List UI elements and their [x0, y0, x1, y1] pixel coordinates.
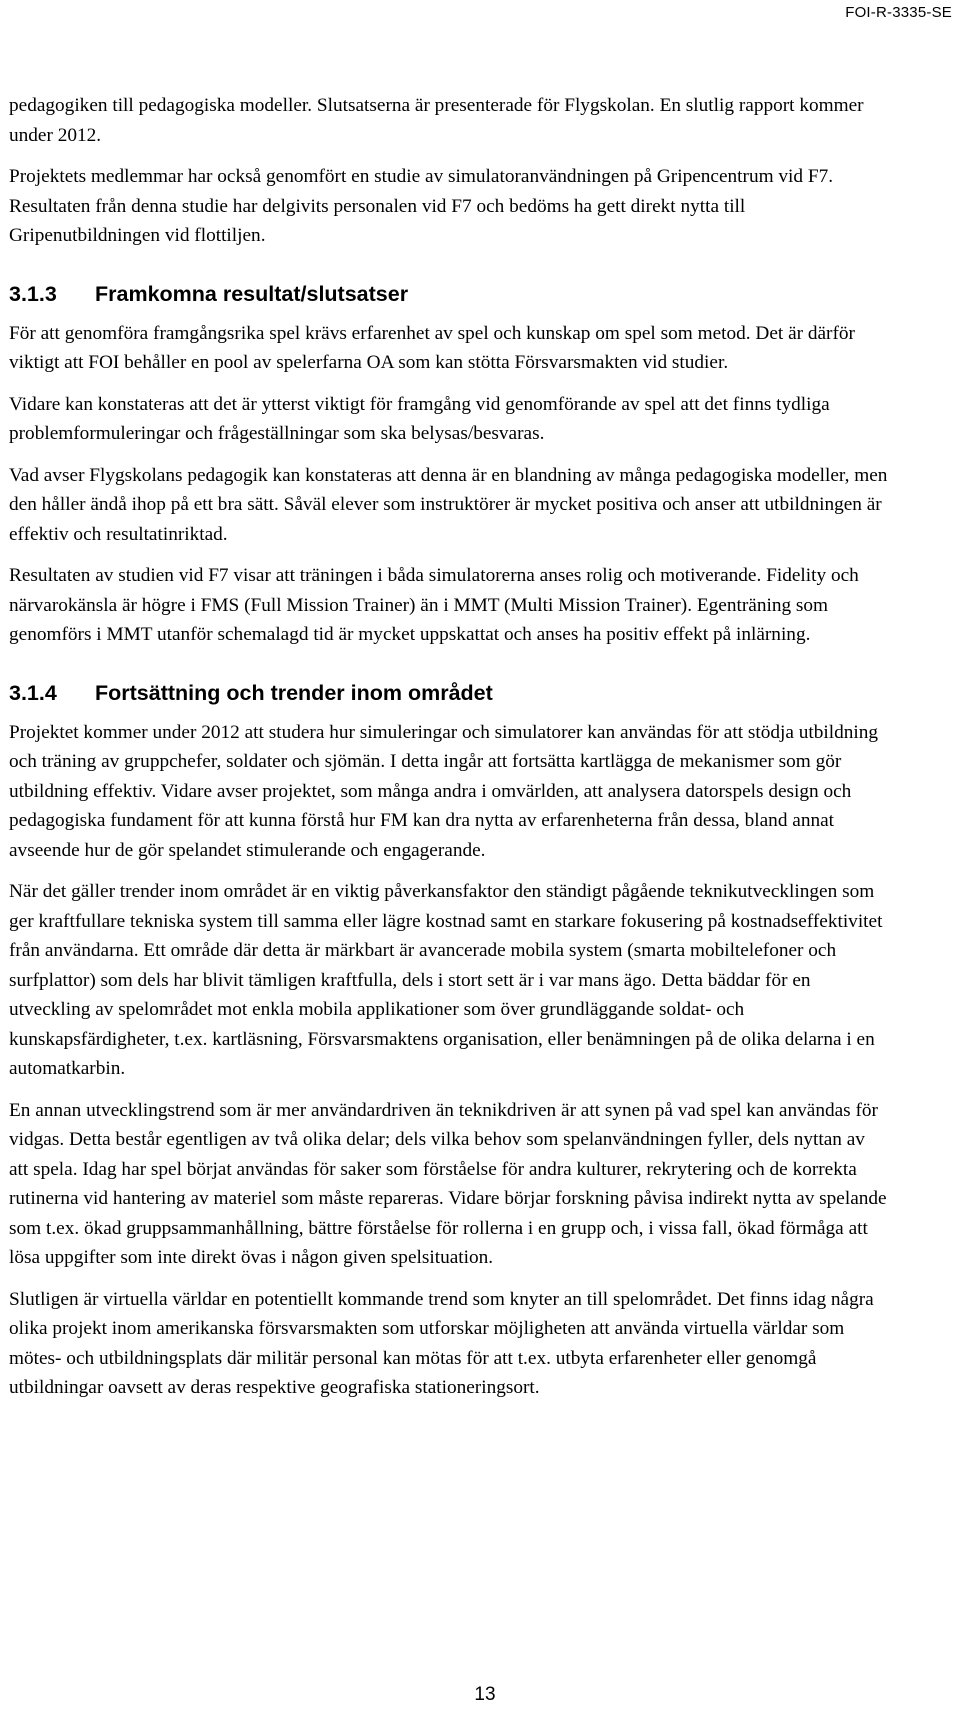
paragraph: Resultaten av studien vid F7 visar att träningen i båda simulatorerna anses rolig och motiverande. Fidelity och närvarokänsla är högre i FMS (Full Mission Trainer) än i MMT (Multi Mission Trainer). Egenträning som genomförs i MMT utanför schemalagd tid är mycket uppskattat och anses ha positiv effekt på inlärning. [9, 565, 859, 645]
page-body [9, 91, 889, 1415]
paragraph: En annan utvecklingstrend som är mer användardriven än teknikdriven är att synen på vad spel kan användas för vidgas. Detta består egentligen av två olika delar; dels vilka behov som spelanvändningen fyller, dels nyttan av att spela. Idag har spel börjat användas för saker som förståelse för andra kulturer, rekrytering och de korrekta rutinerna vid hantering av materiel som måste repareras. Vidare börjar forskning påvisa indirekt nytta av spelande som t.ex. ökad gruppsammanhållning, bättre förståelse för rollerna i en grupp och, i vissa fall, ökad förmåga att lösa uppgifter som inte direkt övas i någon given spelsituation. [9, 1099, 887, 1268]
paragraph: För att genomföra framgångsrika spel krävs erfarenhet av spel och kunskap om spel som metod. Det är därför viktigt att FOI behåller en pool av spelerfarna OA som kan stötta Försvarsmakten vid studier. [9, 322, 855, 373]
paragraph: pedagogiken till pedagogiska modeller. Slutsatserna är presenterade för Flygskolan. En slutlig rapport kommer under 2012. [9, 95, 864, 146]
paragraph: Slutligen är virtuella världar en potentiellt kommande trend som knyter an till spelområdet. Det finns idag några olika projekt inom amerikanska försvarsmakten som utforskar möjligheten att använda virtuella världar som mötes- och utbildningsplats där militär personal kan mötas för att t.ex. utbyta erfarenheter eller genomgå utbildningar oavsett av deras respektive geografiska stationeringsort. [9, 1288, 874, 1398]
paragraph: Projektet kommer under 2012 att studera hur simuleringar och simulatorer kan användas för att stödja utbildning och träning av gruppchefer, soldater och sjömän. I detta ingår att fortsätta kartlägga de mekanismer som gör utbildning effektiv. Vidare avser projektet, som många andra i omvärlden, att analysera datorspels design och pedagogiska fundament för att kunna förstå hur FM kan dra nytta av erfarenheterna från dessa, bland annat avseende hur de gör spelandet stimulerande och engagerande. [9, 721, 879, 861]
section-number: 3.1.4 [9, 680, 57, 705]
section-heading [9, 279, 889, 309]
section-title: Framkomna resultat/slutsatser [95, 281, 409, 306]
paragraph: Vidare kan konstateras att det är ytterst viktigt för framgång vid genomförande av spel att det finns tydliga problemformuleringar och frågeställningar som ska belysas/besvaras. [9, 393, 830, 444]
section-number: 3.1.3 [9, 281, 57, 306]
paragraph: Projektets medlemmar har också genomfört en studie av simulatoranvändningen på Gripencentrum vid F7. Resultaten från denna studie har delgivits personalen vid F7 och bedöms ha gett direkt nytta till Gripenutbildningen vid flottiljen. [9, 166, 834, 246]
paragraph: När det gäller trender inom området är en viktig påverkansfaktor den ständigt pågående teknikutvecklingen som ger kraftfullare tekniska system till samma eller lägre kostnad samt en starkare fokusering på kostnadseffektivitet från användarna. Ett område där detta är märkbart är avancerade mobila system (smarta mobiltelefoner och surfplattor) som dels har blivit tämligen kraftfulla, dels i stort sett är i var mans ägo. Detta bäddar för en utveckling av spelområdet mot enkla mobila applikationer som över grundläggande soldat- och kunskapsfärdigheter, t.ex. kartläsning, Försvarsmaktens organisation, eller benämningen på de olika delarna i en automatkarbin. [9, 881, 883, 1079]
paragraph: Vad avser Flygskolans pedagogik kan konstateras att denna är en blandning av många pedagogiska modeller, men den håller ändå ihop på ett bra sätt. Såväl elever som instruktörer är mycket positiva och anser att utbildningen är effektiv och resultatinriktad. [9, 464, 888, 545]
section-title: Fortsättning och trender inom området [95, 680, 493, 705]
section-heading [9, 678, 889, 708]
page-number: 13 [474, 1684, 496, 1705]
report-id: FOI-R-3335-SE [845, 4, 952, 21]
